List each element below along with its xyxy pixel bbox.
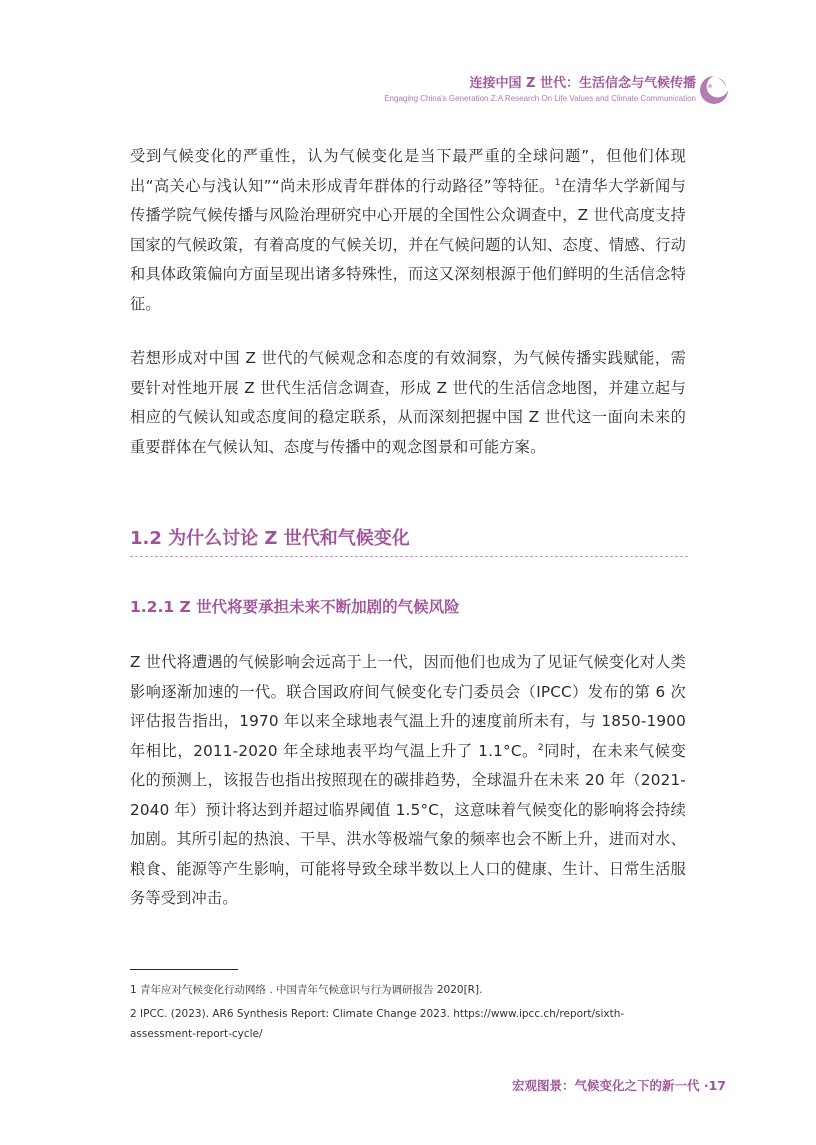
footnote-ref-2[interactable]: 2 xyxy=(537,742,544,753)
running-header-title: 连接中国 Z 世代：生活信念与气候传播 xyxy=(469,76,696,91)
running-header-subtitle: Engaging China's Generation Z:A Research On Life Values and Climate Communication xyxy=(384,94,696,103)
body-paragraph-1 xyxy=(130,142,686,319)
running-footer xyxy=(512,1076,726,1094)
body-paragraph-2: 若想形成对中国 Z 世代的气候观念和态度的有效洞察，为气候传播实践赋能，需要针对性地开展 Z 世代生活信念调查，形成 Z 世代的生活信念地图，并建立起与相应的气候认知或态度间的稳定联系，从而深刻把握中国 Z 世代这一面向未来的重要群体在气候认知、态度与传播中的观念图景和可能方案。 xyxy=(130,349,686,456)
page-number: 17 xyxy=(708,1078,726,1093)
footnote-1: 1 青年应对气候变化行动网络 . 中国青年气候意识与行为调研报告 2020[R]. xyxy=(130,984,483,996)
body-paragraph-3 xyxy=(130,648,686,914)
paragraph-3-text-a: Z 世代将遭遇的气候影响会远高于上一代，因而他们也成为了见证气候变化对人类影响逐渐加速的一代。联合国政府间气候变化专门委员会（IPCC）发布的第 6 次评估报告指出，1970 年以来全球地表气温上升的速度前所未有，与 1850-1900 年相比，2011-2020 年全球地表平均气温上升了 1.1°C。 xyxy=(130,653,686,760)
subsection-heading: 1.2.1 Z 世代将要承担未来不断加剧的气候风险 xyxy=(130,598,460,616)
footnote-divider xyxy=(130,969,238,970)
footnote-2: 2 IPCC. (2023). AR6 Synthesis Report: Climate Change 2023. https://www.ipcc.ch/report/sixth-assessment-report-cycle/ xyxy=(130,1008,625,1040)
footer-label: 宏观图景：气候变化之下的新一代 · xyxy=(511,1078,709,1093)
paragraph-1-text-a: 受到气候变化的严重性，认为气候变化是当下最严重的全球问题”，但他们体现出“高关心与浅认知”“尚未形成青年群体的行动路径”等特征。 xyxy=(130,147,686,195)
running-header xyxy=(384,76,696,105)
paragraph-3-text-b: 同时，在未来气候变化的预测上，该报告也指出按照现在的碳排趋势，全球温升在未来 20 年（2021-2040 年）预计将达到并超过临界阈值 1.5°C，这意味着气候变化的影响将会持续加剧。其所引起的热浪、干旱、洪水等极端气象的频率也会不断上升，进而对水、粮食、能源等产生影响，可能将导致全球半数以上人口的健康、生计、日常生活服务等受到冲击。 xyxy=(130,741,686,907)
footnote-ref-1[interactable]: 1 xyxy=(554,177,561,188)
section-heading: 1.2 为什么讨论 Z 世代和气候变化 xyxy=(130,528,410,549)
paragraph-1-text-b: 在清华大学新闻与传播学院气候传播与风险治理研究中心开展的全国性公众调查中，Z 世代高度支持国家的气候政策，有着高度的气候关切，并在气候问题的认知、态度、情感、行动和具体政策偏向方面呈现出诸多特殊性，而这又深刻根源于他们鲜明的生活信念特征。 xyxy=(130,176,686,313)
crescent-moon-icon xyxy=(698,74,730,106)
section-divider xyxy=(130,556,688,557)
